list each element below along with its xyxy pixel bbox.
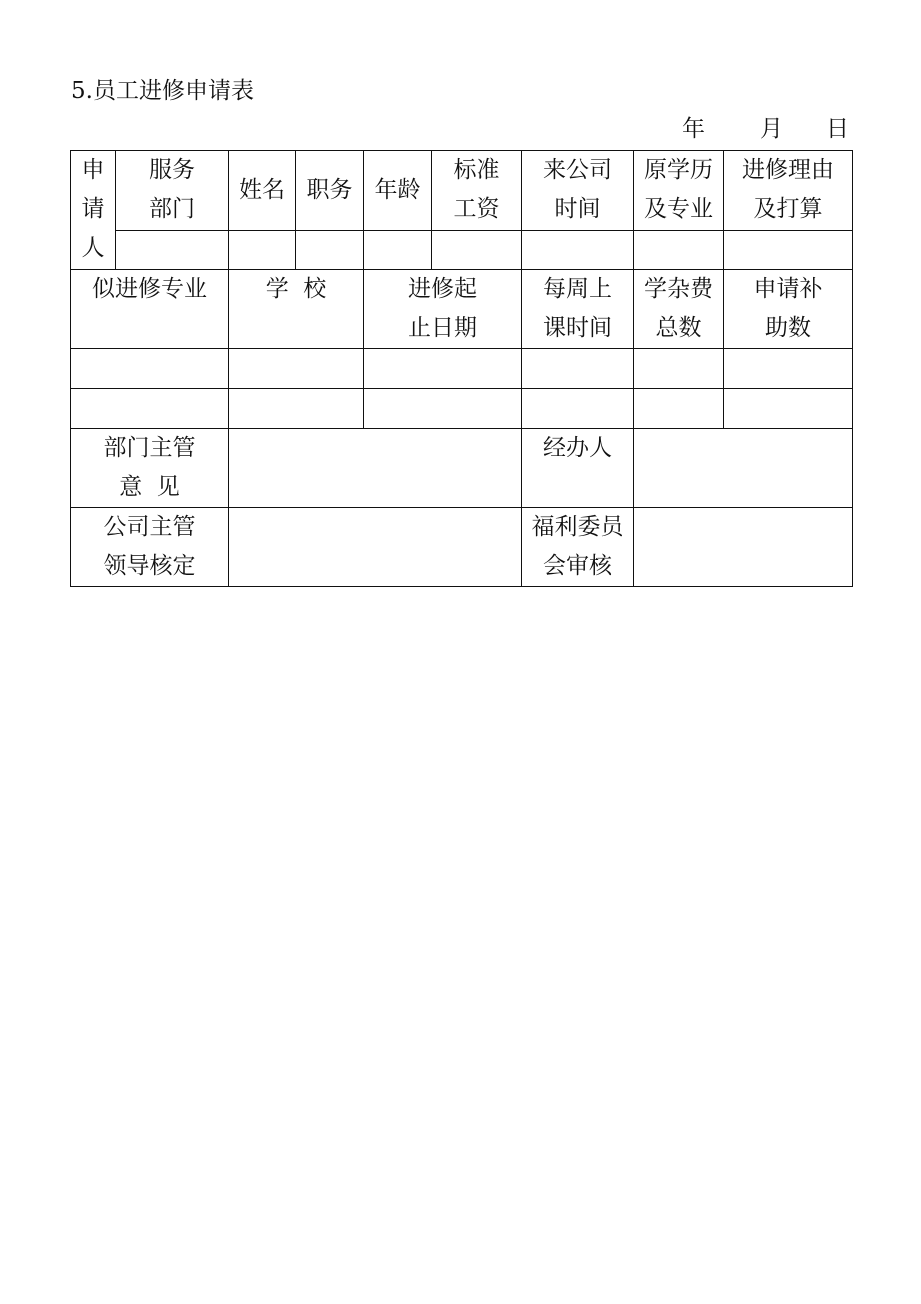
salary-header: 标准 工资 [432,151,522,231]
dept-opinion-label: 部门主管 意 见 [71,429,229,508]
position-header: 职务 [296,151,364,231]
tuition-header: 学杂费 总数 [634,270,724,349]
dept-opinion-cell[interactable] [229,429,522,508]
subsidy-cell[interactable] [724,349,853,389]
education-cell[interactable] [634,231,724,270]
training-application-table [70,150,853,587]
weekly-hours-cell[interactable] [522,389,634,429]
leader-approval-label: 公司主管 领导核定 [71,508,229,587]
age-header: 年龄 [364,151,432,231]
date-line [660,114,850,144]
major-header: 似进修专业 [71,270,229,349]
subsidy-cell[interactable] [724,389,853,429]
period-cell[interactable] [364,349,522,389]
department-header: 服务 部门 [116,151,229,231]
department-cell[interactable] [116,231,229,270]
major-cell[interactable] [71,389,229,429]
weekly-hours-header: 每周上 课时间 [522,270,634,349]
school-cell[interactable] [229,389,364,429]
school-header: 学 校 [229,270,364,349]
document-title: 5.员工进修申请表 [71,78,254,104]
date-day-label: 日 [826,116,849,142]
handler-cell[interactable] [634,429,853,508]
name-header: 姓名 [229,151,296,231]
school-cell[interactable] [229,349,364,389]
period-header: 进修起 止日期 [364,270,522,349]
name-cell[interactable] [229,231,296,270]
major-cell[interactable] [71,349,229,389]
reason-header: 进修理由 及打算 [724,151,853,231]
join-time-header: 来公司 时间 [522,151,634,231]
committee-label: 福利委员 会审核 [522,508,634,587]
applicant-label: 申 请 人 [71,151,116,270]
tuition-cell[interactable] [634,349,724,389]
tuition-cell[interactable] [634,389,724,429]
salary-cell[interactable] [432,231,522,270]
committee-cell[interactable] [634,508,853,587]
age-cell[interactable] [364,231,432,270]
subsidy-header: 申请补 助数 [724,270,853,349]
date-month-label: 月 [760,116,783,142]
period-cell[interactable] [364,389,522,429]
date-year-label: 年 [682,116,705,142]
education-header: 原学历 及专业 [634,151,724,231]
handler-label: 经办人 [522,429,634,508]
reason-cell[interactable] [724,231,853,270]
position-cell[interactable] [296,231,364,270]
weekly-hours-cell[interactable] [522,349,634,389]
leader-approval-cell[interactable] [229,508,522,587]
join-time-cell[interactable] [522,231,634,270]
